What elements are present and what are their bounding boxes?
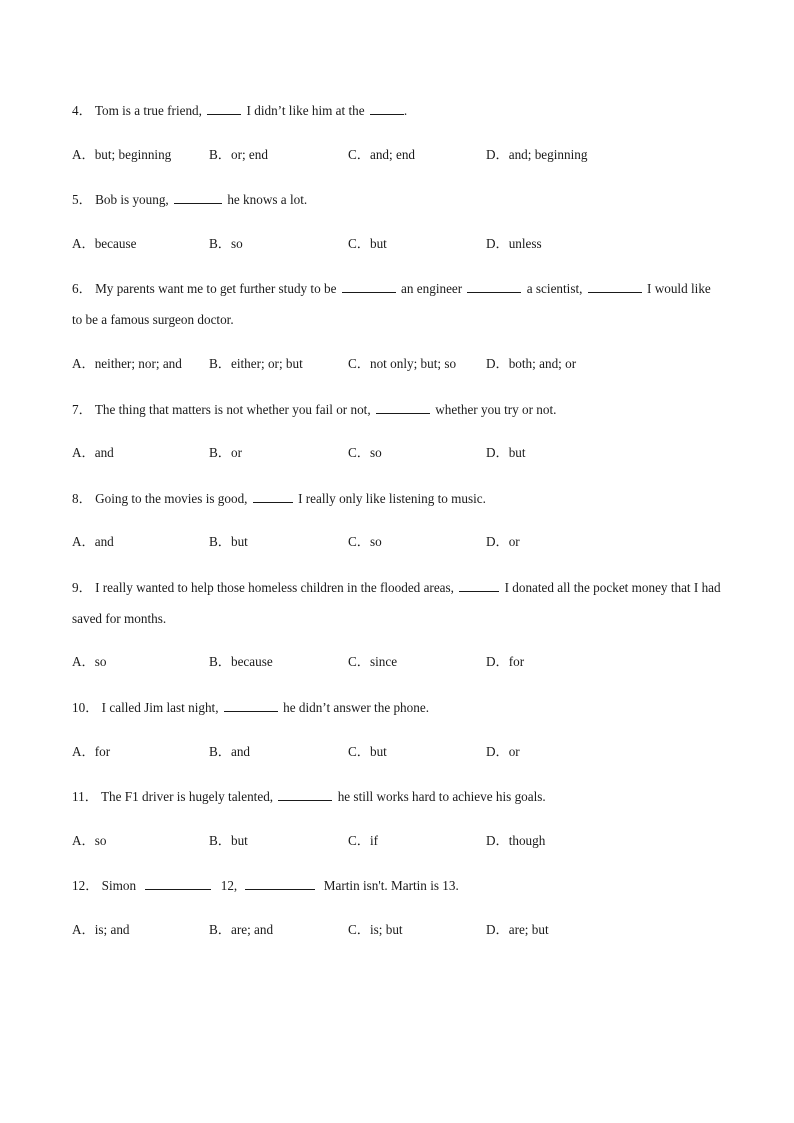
question-text: I really wanted to help those homeless children in the flooded areas,	[95, 580, 454, 595]
question-text: a scientist,	[526, 281, 583, 296]
option-b[interactable]: B．are; and	[209, 922, 274, 937]
question-text: Bob is young,	[95, 192, 169, 207]
question-text: Martin isn't. Martin is 13.	[323, 878, 459, 893]
option-a[interactable]: A．is; and	[72, 922, 130, 937]
question-10	[72, 692, 724, 723]
question-text: 12,	[220, 878, 238, 893]
option-a[interactable]: A．so	[72, 654, 107, 669]
question-text: The F1 driver is hugely talented,	[100, 789, 274, 804]
option-b[interactable]: B．and	[209, 744, 251, 759]
question-text: whether you try or not.	[435, 402, 557, 417]
options-12	[72, 920, 724, 940]
option-a[interactable]: A．and	[72, 534, 114, 549]
question-text: .	[403, 103, 408, 118]
option-a[interactable]: A．because	[72, 236, 137, 251]
question-number: 4．	[72, 103, 92, 118]
question-9	[72, 572, 724, 634]
question-7	[72, 394, 724, 425]
option-a[interactable]: A．and	[72, 445, 114, 460]
option-b[interactable]: B．or	[209, 445, 242, 460]
answer-blank	[370, 102, 404, 115]
question-text: The thing that matters is not whether you fail or not,	[94, 402, 371, 417]
options-11	[72, 831, 724, 851]
option-d[interactable]: D．though	[486, 833, 546, 848]
question-text: he didn’t answer the phone.	[283, 700, 429, 715]
option-c[interactable]: C．but	[348, 744, 387, 759]
question-11	[72, 781, 724, 812]
option-c[interactable]: C．but	[348, 236, 387, 251]
answer-blank	[467, 280, 521, 293]
question-4	[72, 95, 724, 126]
question-5	[72, 184, 724, 215]
answer-blank	[459, 579, 499, 592]
question-number: 9．	[72, 580, 92, 595]
option-b[interactable]: B．either; or; but	[209, 356, 303, 371]
answer-blank	[224, 699, 278, 712]
options-8	[72, 532, 724, 552]
option-d[interactable]: D．or	[486, 534, 520, 549]
option-a[interactable]: A．for	[72, 744, 111, 759]
question-text: I really only like listening to music.	[298, 491, 486, 506]
option-b[interactable]: B．because	[209, 654, 273, 669]
question-text: he still works hard to achieve his goals.	[337, 789, 546, 804]
question-number: 11．	[72, 789, 98, 804]
question-text: My parents want me to get further study to be	[95, 281, 337, 296]
option-d[interactable]: D．or	[486, 744, 520, 759]
answer-blank	[207, 102, 241, 115]
option-b[interactable]: B．or; end	[209, 147, 268, 162]
option-d[interactable]: D．and; beginning	[486, 147, 588, 162]
option-a[interactable]: A．neither; nor; and	[72, 356, 182, 371]
option-d[interactable]: D．unless	[486, 236, 542, 251]
question-8	[72, 483, 724, 514]
options-4	[72, 145, 724, 165]
options-10	[72, 742, 724, 762]
answer-blank	[278, 788, 332, 801]
option-b[interactable]: B．but	[209, 833, 248, 848]
options-5	[72, 234, 724, 254]
option-c[interactable]: C．is; but	[348, 922, 403, 937]
question-6	[72, 273, 724, 335]
option-b[interactable]: B．so	[209, 236, 243, 251]
option-d[interactable]: D．both; and; or	[486, 356, 577, 371]
question-text: I called Jim last night,	[101, 700, 219, 715]
option-d[interactable]: D．for	[486, 654, 525, 669]
question-text: I didn’t like him at the	[246, 103, 365, 118]
option-c[interactable]: C．since	[348, 654, 398, 669]
answer-blank	[376, 401, 430, 414]
option-a[interactable]: A．so	[72, 833, 107, 848]
option-c[interactable]: C．so	[348, 445, 382, 460]
answer-blank	[145, 877, 211, 890]
answer-blank	[174, 191, 222, 204]
option-d[interactable]: D．but	[486, 445, 526, 460]
question-number: 6．	[72, 281, 92, 296]
question-number: 8．	[72, 491, 92, 506]
question-text: I would like to be a famous surgeon doctor.	[72, 281, 711, 327]
option-d[interactable]: D．are; but	[486, 922, 549, 937]
answer-blank	[342, 280, 396, 293]
option-c[interactable]: C．not only; but; so	[348, 356, 457, 371]
question-text: Going to the movies is good,	[95, 491, 248, 506]
question-12	[72, 870, 724, 901]
question-number: 7．	[72, 402, 92, 417]
options-7	[72, 443, 724, 463]
question-number: 12．	[72, 878, 99, 893]
option-b[interactable]: B．but	[209, 534, 248, 549]
question-text: Tom is a true friend,	[94, 103, 202, 118]
answer-blank	[253, 490, 293, 503]
options-9	[72, 652, 724, 672]
answer-blank	[588, 280, 642, 293]
question-text: he knows a lot.	[227, 192, 308, 207]
question-text: Simon	[101, 878, 137, 893]
option-c[interactable]: C．and; end	[348, 147, 416, 162]
options-6	[72, 354, 724, 374]
question-text: I donated all the pocket money that I had saved for months.	[72, 580, 721, 626]
answer-blank	[245, 877, 315, 890]
question-number: 10．	[72, 700, 99, 715]
option-c[interactable]: C．if	[348, 833, 379, 848]
option-a[interactable]: A．but; beginning	[72, 147, 172, 162]
question-number: 5．	[72, 192, 92, 207]
question-text: an engineer	[401, 281, 463, 296]
option-c[interactable]: C．so	[348, 534, 382, 549]
